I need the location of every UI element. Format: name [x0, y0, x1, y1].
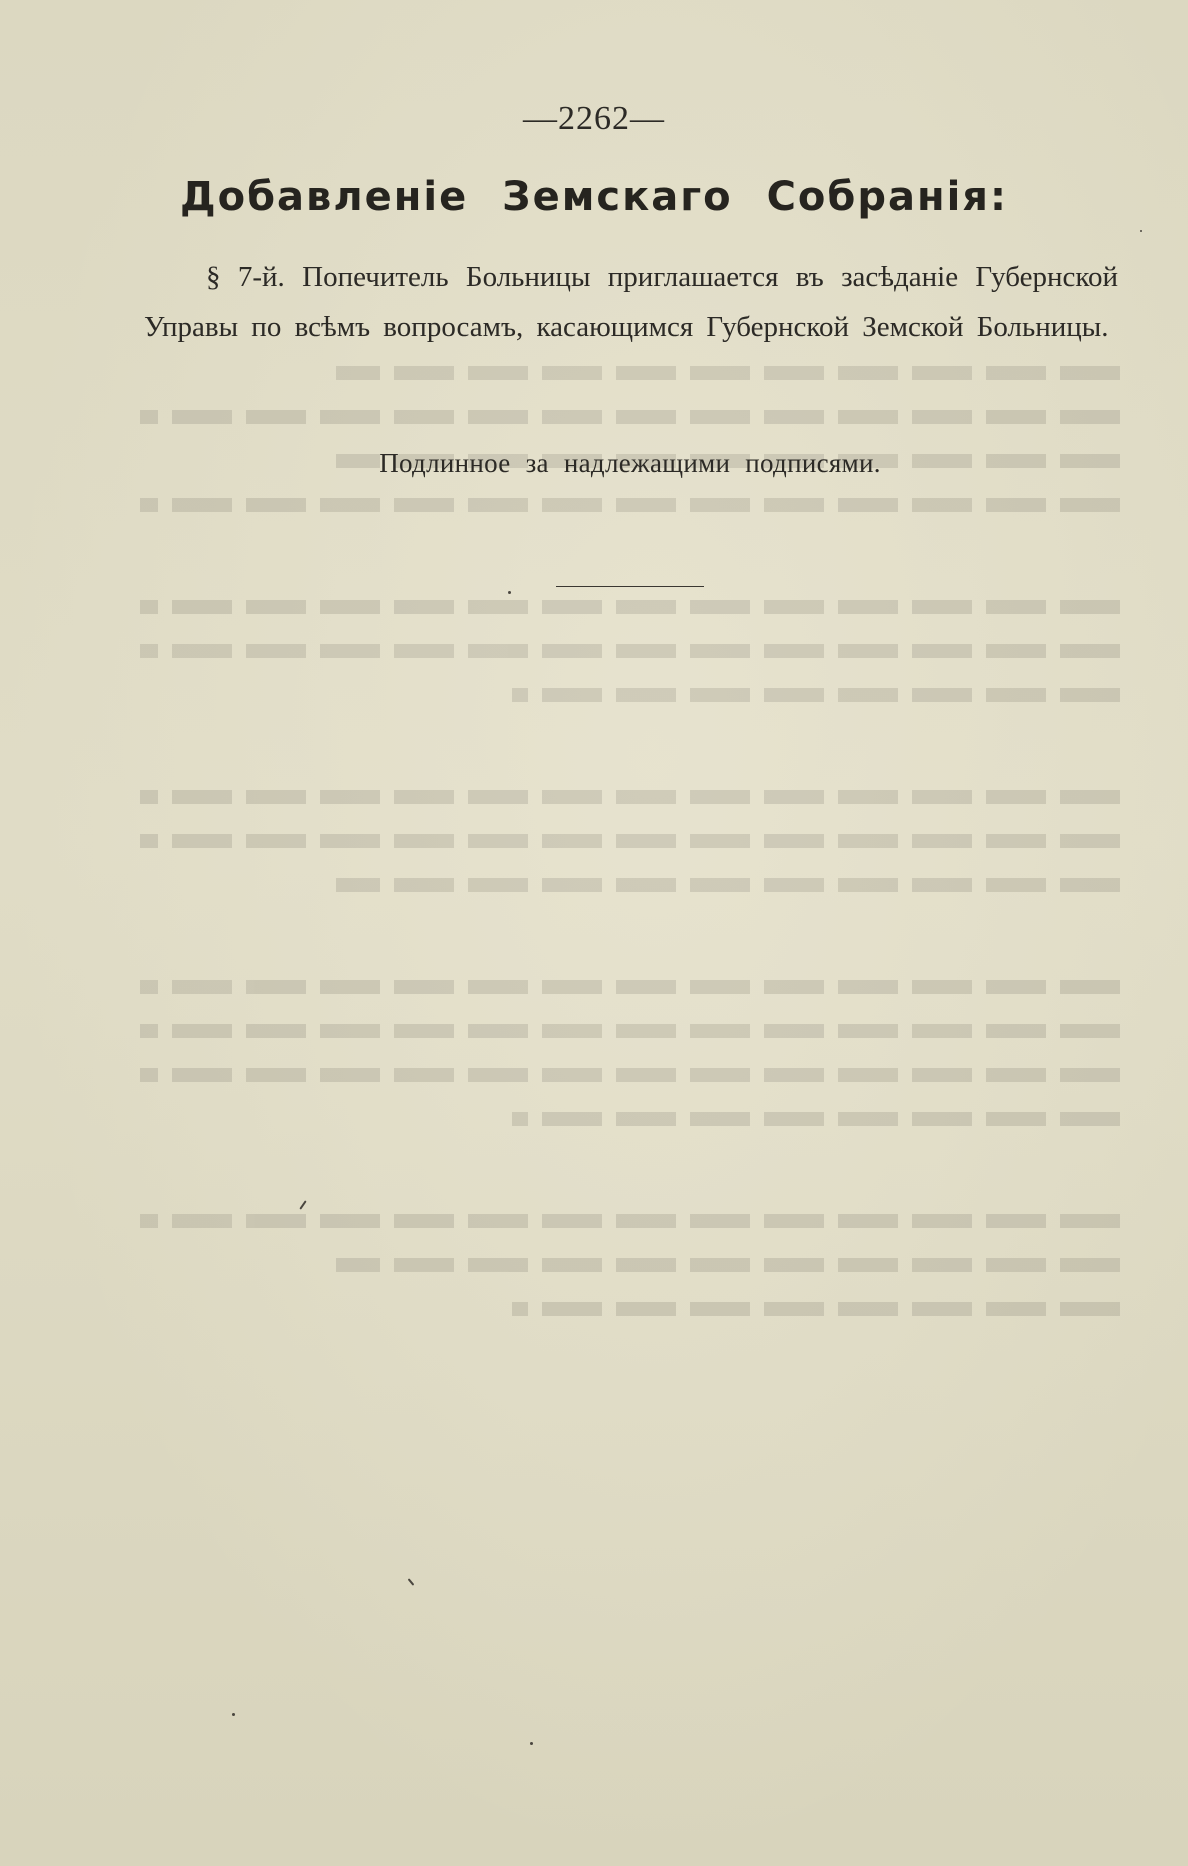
- reverse-page-bleed-through: [140, 350, 1120, 1550]
- page-heading: Добавленіе Земскаго Собранія:: [180, 174, 1008, 220]
- paper-speck: [1140, 230, 1142, 232]
- paper-speck: [408, 1578, 415, 1585]
- signature-note: Подлинное за надлежащими подписями.: [379, 448, 881, 478]
- divider-rule: [556, 586, 704, 587]
- paper-speck: [508, 591, 511, 594]
- paper-speck: [232, 1713, 235, 1716]
- paragraph-section-7: § 7-й. Попечитель Больницы приглашается въ засѣданіе Губернской Управы по всѣмъ вопросамъ, касающимся Губернской Земской Больницы.: [144, 261, 1118, 343]
- page-number: —2262—: [523, 100, 665, 137]
- paper-speck: [299, 1200, 306, 1209]
- paper-speck: [530, 1742, 533, 1745]
